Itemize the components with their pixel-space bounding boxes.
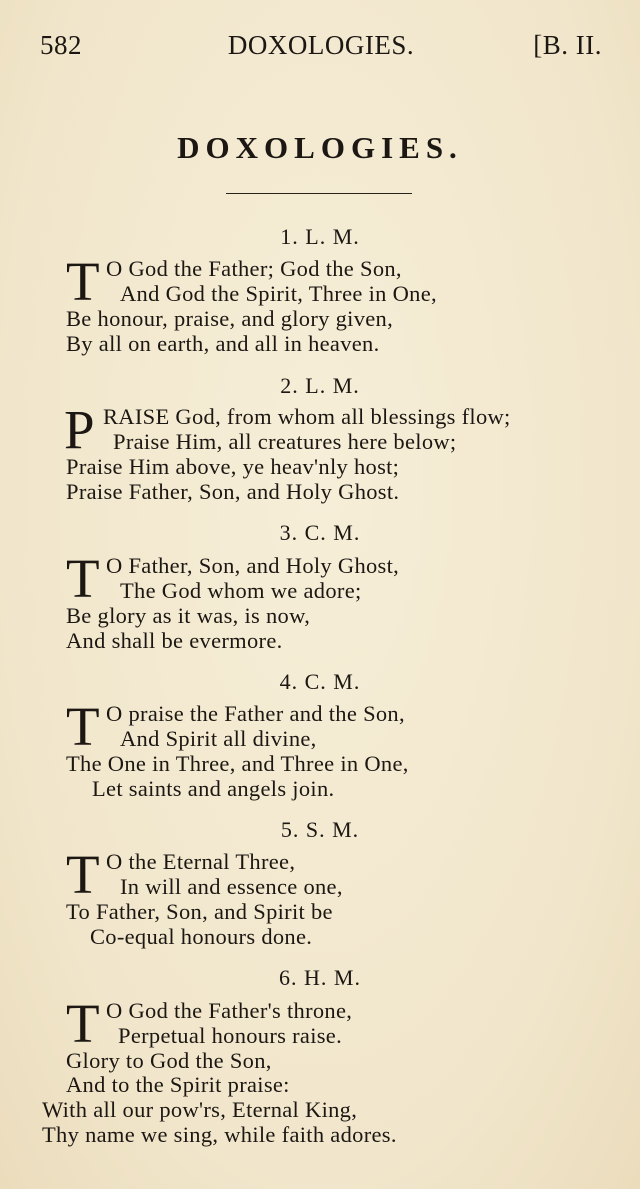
page-number: 582 [40,30,82,60]
hymn-1-heading: 1. L. M. [280,224,360,249]
hymn-2-line-1: RAISE God, from whom all blessings flow; [103,404,511,429]
hymn-5-dropcap: T [66,844,100,905]
section-marker: [B. II. [533,30,602,60]
hymn-3-line-4: And shall be evermore. [66,628,283,653]
hymn-6-dropcap: T [66,993,100,1054]
title-rule [226,193,412,194]
hymn-6-line-2: Perpetual honours raise. [118,1023,343,1048]
hymn-2-line-2: Praise Him, all creatures here below; [113,429,457,454]
hymn-2-heading: 2. L. M. [280,373,360,398]
hymn-4-line-4: Let saints and angels join. [92,776,335,801]
hymn-6-heading: 6. H. M. [279,965,361,990]
hymn-1-dropcap: T [66,251,100,312]
hymn-1-line-4: By all on earth, and all in heaven. [66,331,380,356]
hymn-6-line-6: Thy name we sing, while faith adores. [42,1122,397,1147]
hymn-4-dropcap: T [66,696,100,757]
hymn-6-line-3: Glory to God the Son, [66,1048,272,1073]
hymn-5-heading: 5. S. M. [280,817,360,842]
hymn-1-line-2: And God the Spirit, Three in One, [120,281,437,306]
hymn-2-line-4: Praise Father, Son, and Holy Ghost. [66,479,400,504]
hymn-1-line-3: Be honour, praise, and glory given, [66,306,394,331]
hymn-3-heading: 3. C. M. [279,520,361,545]
hymn-2-dropcap: P [64,399,95,460]
hymn-3-dropcap: T [66,548,100,609]
hymn-4-line-3: The One in Three, and Three in One, [66,751,409,776]
hymn-5-line-2: In will and essence one, [120,874,343,899]
running-head [40,30,602,66]
hymn-5-line-1: O the Eternal Three, [106,849,296,874]
hymn-5-line-3: To Father, Son, and Spirit be [66,899,333,924]
page-title: DOXOLOGIES. [177,130,463,165]
hymn-3-line-3: Be glory as it was, is now, [66,603,311,628]
hymn-6-line-5: With all our pow'rs, Eternal King, [42,1097,358,1122]
running-title: DOXOLOGIES. [227,30,415,60]
hymn-4-line-2: And Spirit all divine, [120,726,317,751]
hymn-4-heading: 4. C. M. [279,669,361,694]
hymn-6-line-4: And to the Spirit praise: [66,1072,290,1097]
hymn-3-line-1: O Father, Son, and Holy Ghost, [106,553,400,578]
hymn-5-line-4: Co-equal honours done. [90,924,313,949]
hymn-2-line-3: Praise Him above, ye heav'nly host; [66,454,400,479]
hymn-6-line-1: O God the Father's throne, [106,998,353,1023]
hymn-3-line-2: The God whom we adore; [120,578,362,603]
hymn-4-line-1: O praise the Father and the Son, [106,701,405,726]
hymn-1-line-1: O God the Father; God the Son, [106,256,402,281]
